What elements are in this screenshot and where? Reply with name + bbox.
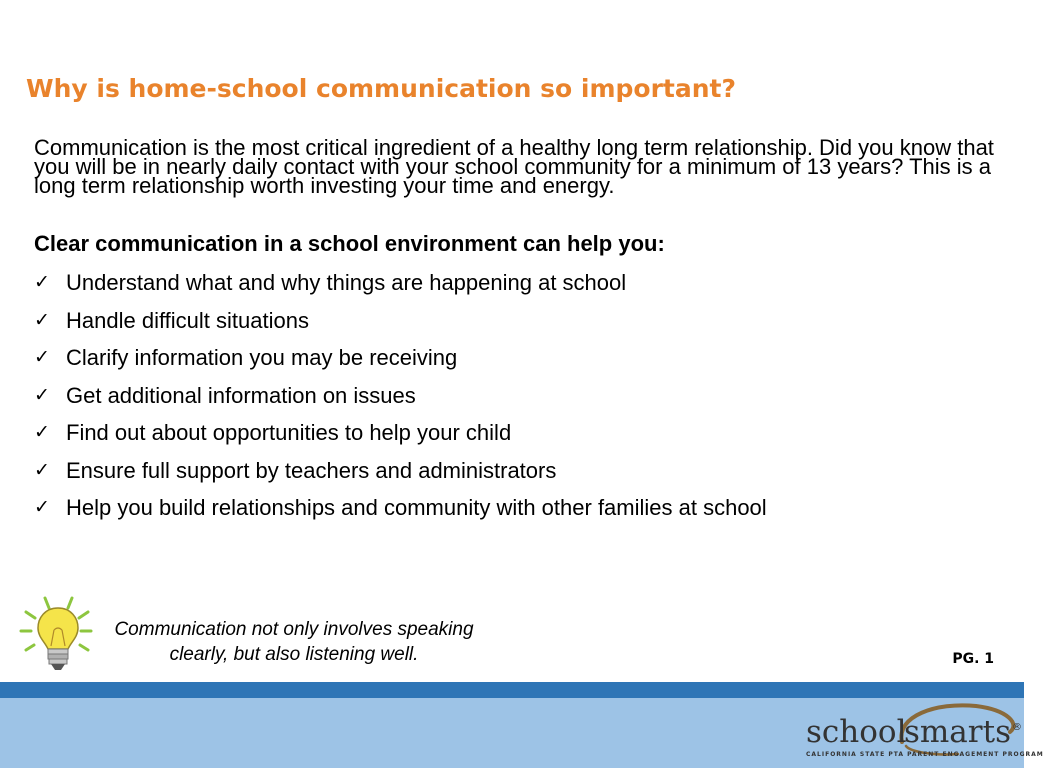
list-item-text: Handle difficult situations bbox=[66, 307, 309, 333]
tip-line: clearly, but also listening well. bbox=[169, 644, 419, 665]
list-item-text: Get additional information on issues bbox=[66, 382, 416, 408]
list-item-text: Ensure full support by teachers and administrators bbox=[66, 457, 557, 483]
list-item bbox=[34, 418, 767, 456]
registered-mark: ® bbox=[1012, 722, 1022, 733]
checkmark-icon: ✓ bbox=[34, 309, 50, 331]
tip-callout bbox=[92, 617, 496, 667]
list-item bbox=[34, 456, 767, 494]
list-item-text: Help you build relationships and community with other families at school bbox=[66, 495, 767, 520]
logo-word-school: school bbox=[806, 714, 907, 750]
checkmark-icon: ✓ bbox=[34, 272, 50, 293]
intro-paragraph: Communication is the most critical ingredient of a healthy long term relationship. Did you know that you will be in nearly daily contact with your school community for a minimum of 13 years? This is a long term relationship worth investing your time and energy. bbox=[34, 135, 994, 198]
list-item-text: Clarify information you may be receiving bbox=[66, 345, 458, 370]
checkmark-icon: ✓ bbox=[34, 347, 50, 368]
footer-stripe bbox=[0, 682, 1024, 698]
tip-line: Communication not only involves speaking bbox=[114, 619, 474, 640]
checkmark-icon: ✓ bbox=[34, 497, 50, 518]
page-title: Why is home-school communication so important? bbox=[26, 74, 736, 103]
logo-tagline: CALIFORNIA STATE PTA PARENT ENGAGEMENT PROGRAM bbox=[806, 751, 1044, 758]
list-item-text: Find out about opportunities to help your child bbox=[66, 420, 512, 445]
logo-word-smarts: smarts bbox=[904, 714, 1011, 750]
list-item bbox=[34, 381, 767, 419]
list-heading: Clear communication in a school environment can help you: bbox=[34, 231, 665, 256]
checkmark-icon: ✓ bbox=[34, 384, 50, 406]
lightbulb-icon bbox=[18, 594, 94, 674]
checkmark-icon: ✓ bbox=[34, 422, 50, 443]
school-smarts-logo bbox=[800, 700, 1044, 766]
benefits-list bbox=[34, 268, 767, 531]
list-item bbox=[34, 493, 767, 531]
list-item-text: Understand what and why things are happening at school bbox=[66, 270, 627, 295]
page-number: PG. 1 bbox=[952, 651, 994, 667]
list-item bbox=[34, 268, 767, 306]
checkmark-icon: ✓ bbox=[34, 459, 50, 481]
list-item bbox=[34, 343, 767, 381]
list-item bbox=[34, 306, 767, 344]
